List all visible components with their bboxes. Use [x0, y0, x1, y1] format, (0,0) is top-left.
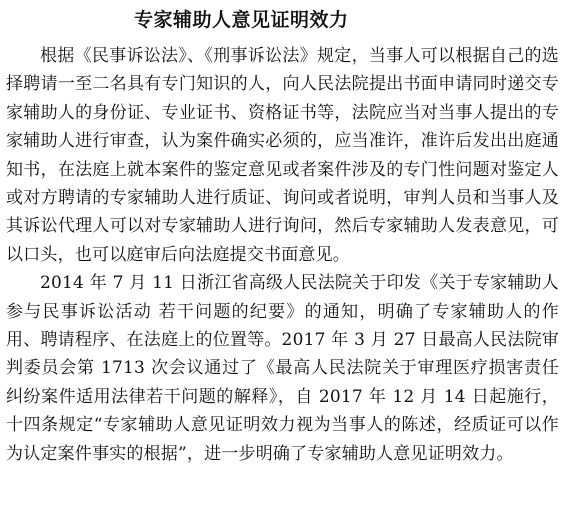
paragraph-procedure: 根据《民事诉讼法》、《刑事诉讼法》规定，当事人可以根据自己的选择聘请一至二名具有专门知识的人，向人民法院提出书面申请同时递交专家辅助人的身份证、专业证书、资格证书等，法院应当对当事人提出的专家辅助人进行审查，认为案件确实必须的，应当准许，准许后发出出庭通知书，在法庭上就本案件的鉴定意见或者案件涉及的专门性问题对鉴定人或对方聘请的专家辅助人进行质证、询问或者说明，审判人员和当事人及其诉讼代理人可以对专家辅助人进行询问，然后专家辅助人发表意见，可以口头，也可以庭审后向法庭提交书面意见。: [6, 46, 559, 265]
paragraph-legal-basis: 2014 年 7 月 11 日浙江省高级人民法院关于印发《关于专家辅助人参与民事诉讼活动 若干问题的纪要》的通知，明确了专家辅助人的作用、聘请程序、在法庭上的位置等。2017 年 3 月 27 日最高人民法院审判委员会第 1713 次会议通过了《最高人民法院关于审理医疗损害责任纠纷案件适用法律若干问题的解释》，自 2017 年 12 月 14 日起施行，十四条规定“专家辅助人意见证明效力视为当事人的陈述，经质证可以作为认定案件事实的根据”，进一步明确了专家辅助人意见证明效力。: [6, 273, 559, 464]
document-title: 专家辅助人意见证明效力: [134, 9, 349, 31]
